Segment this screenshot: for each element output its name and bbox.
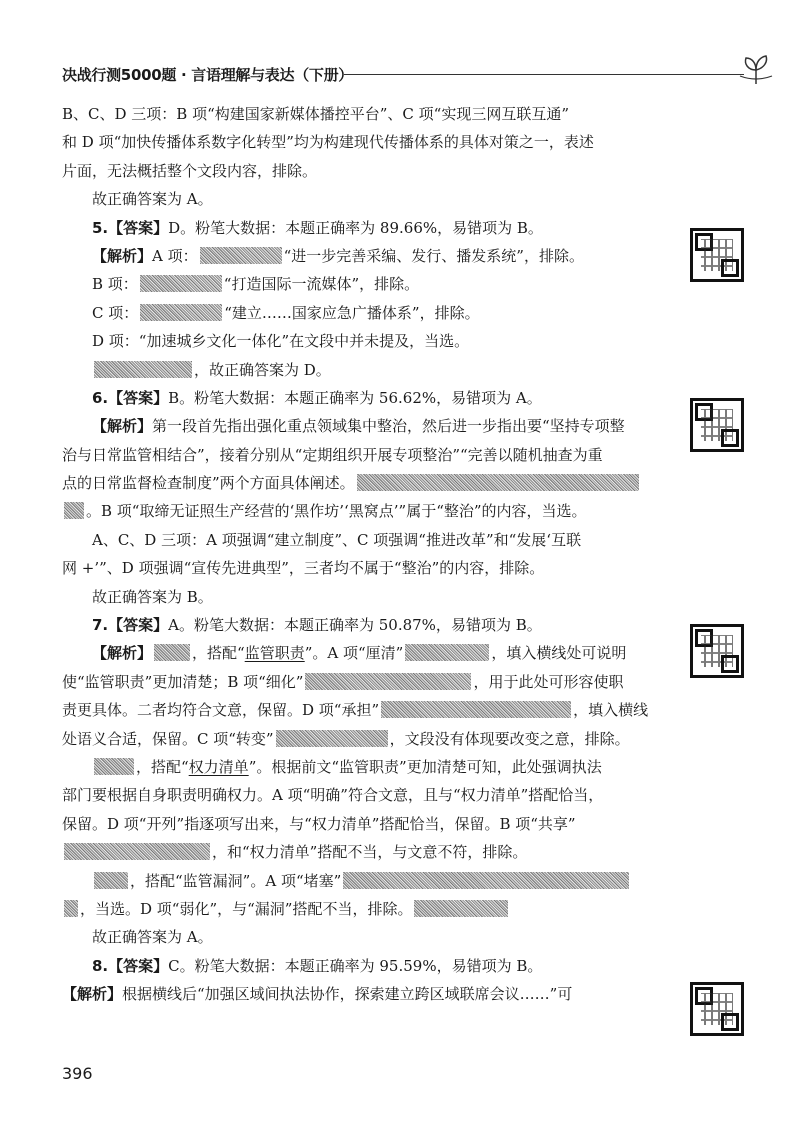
text-line bbox=[62, 554, 672, 582]
page-number: 396 bbox=[62, 1064, 93, 1083]
answer-label: 6.【答案】 bbox=[92, 388, 169, 407]
answer-label: 【解析】 bbox=[92, 644, 153, 663]
line-text: ，搭配“ bbox=[136, 757, 189, 776]
redacted-text bbox=[357, 474, 639, 491]
text-line bbox=[62, 441, 672, 469]
redacted-text bbox=[343, 872, 629, 889]
redacted-text bbox=[154, 644, 190, 661]
redacted-text bbox=[381, 701, 571, 718]
line-text: D。粉笔大数据：本题正确率为 89.66%，易错项为 B。 bbox=[168, 218, 543, 237]
qr-code-icon[interactable] bbox=[690, 624, 744, 678]
redacted-text bbox=[140, 304, 222, 321]
line-text: ，当选。D 项“弱化” bbox=[80, 899, 218, 918]
text-line bbox=[62, 668, 672, 696]
line-text: 故正确答案为 B。 bbox=[92, 587, 213, 606]
text-line bbox=[62, 270, 672, 298]
redacted-text bbox=[305, 673, 471, 690]
line-text: 和 D 项“加快传播体系数字化转型”均为构建现代传播体系的具体对策之一，表述 bbox=[62, 133, 594, 152]
text-line bbox=[62, 327, 672, 355]
text-line bbox=[62, 867, 672, 895]
text-line bbox=[62, 611, 672, 639]
line-text: 责更具体。二者均符合文意，保留。D 项“承担” bbox=[62, 701, 380, 720]
text-line bbox=[62, 696, 672, 724]
answer-label: 5.【答案】 bbox=[92, 218, 169, 237]
redacted-text bbox=[64, 900, 78, 917]
redacted-text bbox=[64, 843, 210, 860]
text-line bbox=[62, 526, 672, 554]
line-text: 点的日常监督检查制度”两个方面具体阐述。 bbox=[62, 474, 355, 493]
line-text: A。粉笔大数据：本题正确率为 50.87%，易错项为 B。 bbox=[168, 616, 542, 635]
line-text: C。粉笔大数据：本题正确率为 95.59%，易错项为 B。 bbox=[168, 956, 543, 975]
line-text: ，搭配“ bbox=[192, 644, 245, 663]
qr-code-icon[interactable] bbox=[690, 398, 744, 452]
line-text: D 项：“加速城乡文化一体化”在文段中并未提及，当选。 bbox=[92, 332, 470, 351]
text-line bbox=[62, 412, 672, 440]
line-text: 保留。D 项“开列”指逐项写出来，与“权力清单”搭配恰当，保留。B 项“共享” bbox=[62, 814, 576, 833]
line-text: 部门要根据自身职责明确权力。A 项“明确”符合文意，且与“权力清单”搭配恰当， bbox=[62, 786, 604, 805]
line-text: ，与“漏洞”搭配不当，排除。 bbox=[217, 899, 413, 918]
underlined-term: 监管职责 bbox=[244, 644, 305, 663]
text-line bbox=[62, 583, 672, 611]
text-line bbox=[62, 895, 672, 923]
redacted-text bbox=[140, 275, 222, 292]
line-text: 故正确答案为 A。 bbox=[92, 928, 213, 947]
line-text: B 项： bbox=[92, 275, 138, 294]
line-text: 第一段首先指出强化重点领域集中整治，然后进一步指出要“坚持专项整 bbox=[152, 417, 625, 436]
answer-label: 【解析】 bbox=[92, 417, 153, 436]
line-text: B、C、D 三项：B 项“构建国家新媒体播控平台”、C 项“实现三网互联互通” bbox=[62, 105, 570, 123]
text-line bbox=[62, 838, 672, 866]
text-line bbox=[62, 923, 672, 951]
redacted-text bbox=[276, 730, 388, 747]
answer-label: 7.【答案】 bbox=[92, 616, 169, 635]
redacted-text bbox=[200, 247, 282, 264]
text-line bbox=[62, 384, 672, 412]
line-text: B。粉笔大数据：本题正确率为 56.62%，易错项为 A。 bbox=[168, 388, 542, 407]
line-text: 根据横线后“加强区域间执法协作，探索建立跨区域联席会议……”可 bbox=[122, 985, 573, 1004]
text-line bbox=[62, 214, 672, 242]
text-line bbox=[62, 810, 672, 838]
line-text: ，填入横线处可说明 bbox=[491, 644, 627, 663]
book-title: 决战行测5000题 · 言语理解与表达（下册） bbox=[62, 66, 353, 84]
text-line bbox=[62, 299, 672, 327]
line-text: 网 +’”、D 项强调“宣传先进典型”，三者均不属于“整治”的内容，排除。 bbox=[62, 559, 545, 578]
header-rule bbox=[344, 74, 744, 75]
page-header bbox=[62, 52, 752, 92]
line-text: ，和“权力清单”搭配不当，与文意不符，排除。 bbox=[212, 843, 528, 862]
redacted-text bbox=[64, 502, 84, 519]
line-text: ，文段没有体现要改变之意，排除。 bbox=[389, 729, 630, 748]
redacted-text bbox=[94, 361, 192, 378]
line-text: C 项： bbox=[92, 303, 139, 322]
line-text: ，故正确答案为 D。 bbox=[194, 360, 331, 379]
line-text: 治与日常监管相结合”，接着分别从“定期组织开展专项整治”“完善以随机抽查为重 bbox=[62, 445, 603, 464]
text-line bbox=[62, 100, 672, 128]
line-text: ，搭配“监管漏洞”。A 项“堵塞” bbox=[130, 871, 342, 890]
qr-code-icon[interactable] bbox=[690, 982, 744, 1036]
underlined-term: 权力清单 bbox=[188, 757, 249, 776]
line-text: 故正确答案为 A。 bbox=[92, 190, 213, 209]
line-text: “建立……国家应急广播体系”，排除。 bbox=[224, 303, 480, 322]
text-line bbox=[62, 781, 672, 809]
line-text: 处语义合适，保留。C 项“转变” bbox=[62, 729, 274, 748]
redacted-text bbox=[94, 872, 128, 889]
line-text: ”。A 项“厘清” bbox=[304, 644, 404, 663]
line-text: “进一步完善采编、发行、播发系统”，排除。 bbox=[283, 246, 584, 265]
line-text: ，填入横线 bbox=[573, 701, 649, 720]
answer-label: 【解析】 bbox=[92, 246, 153, 265]
line-text: A 项： bbox=[152, 246, 198, 265]
text-line bbox=[62, 185, 672, 213]
line-text: 使“监管职责”更加清楚；B 项“细化” bbox=[62, 672, 304, 691]
line-text: ，用于此处可形容使职 bbox=[473, 672, 624, 691]
line-text: 片面，无法概括整个文段内容，排除。 bbox=[62, 161, 318, 180]
sprout-icon bbox=[738, 52, 774, 86]
answer-label: 8.【答案】 bbox=[92, 956, 169, 975]
line-text: ”。根据前文“监管职责”更加清楚可知，此处强调执法 bbox=[248, 757, 602, 776]
text-line bbox=[62, 497, 672, 525]
text-line bbox=[62, 725, 672, 753]
text-line bbox=[62, 980, 672, 1008]
answer-body bbox=[62, 100, 672, 1009]
text-line bbox=[62, 469, 672, 497]
text-line bbox=[62, 639, 672, 667]
qr-code-icon[interactable] bbox=[690, 228, 744, 282]
text-line bbox=[62, 128, 672, 156]
line-text: 。B 项“取缔无证照生产经营的‘黑作坊’‘黑窝点’”属于“整治”的内容，当选。 bbox=[86, 502, 587, 521]
text-line bbox=[62, 952, 672, 980]
redacted-text bbox=[94, 758, 134, 775]
line-text: A、C、D 三项：A 项强调“建立制度”、C 项强调“推进改革”和“发展‘互联 bbox=[92, 530, 582, 549]
answer-label: 【解析】 bbox=[62, 985, 123, 1004]
text-line bbox=[62, 157, 672, 185]
redacted-text bbox=[414, 900, 508, 917]
text-line bbox=[62, 356, 672, 384]
line-text: “打造国际一流媒体”，排除。 bbox=[223, 275, 420, 294]
redacted-text bbox=[405, 644, 489, 661]
text-line bbox=[62, 242, 672, 270]
text-line bbox=[62, 753, 672, 781]
